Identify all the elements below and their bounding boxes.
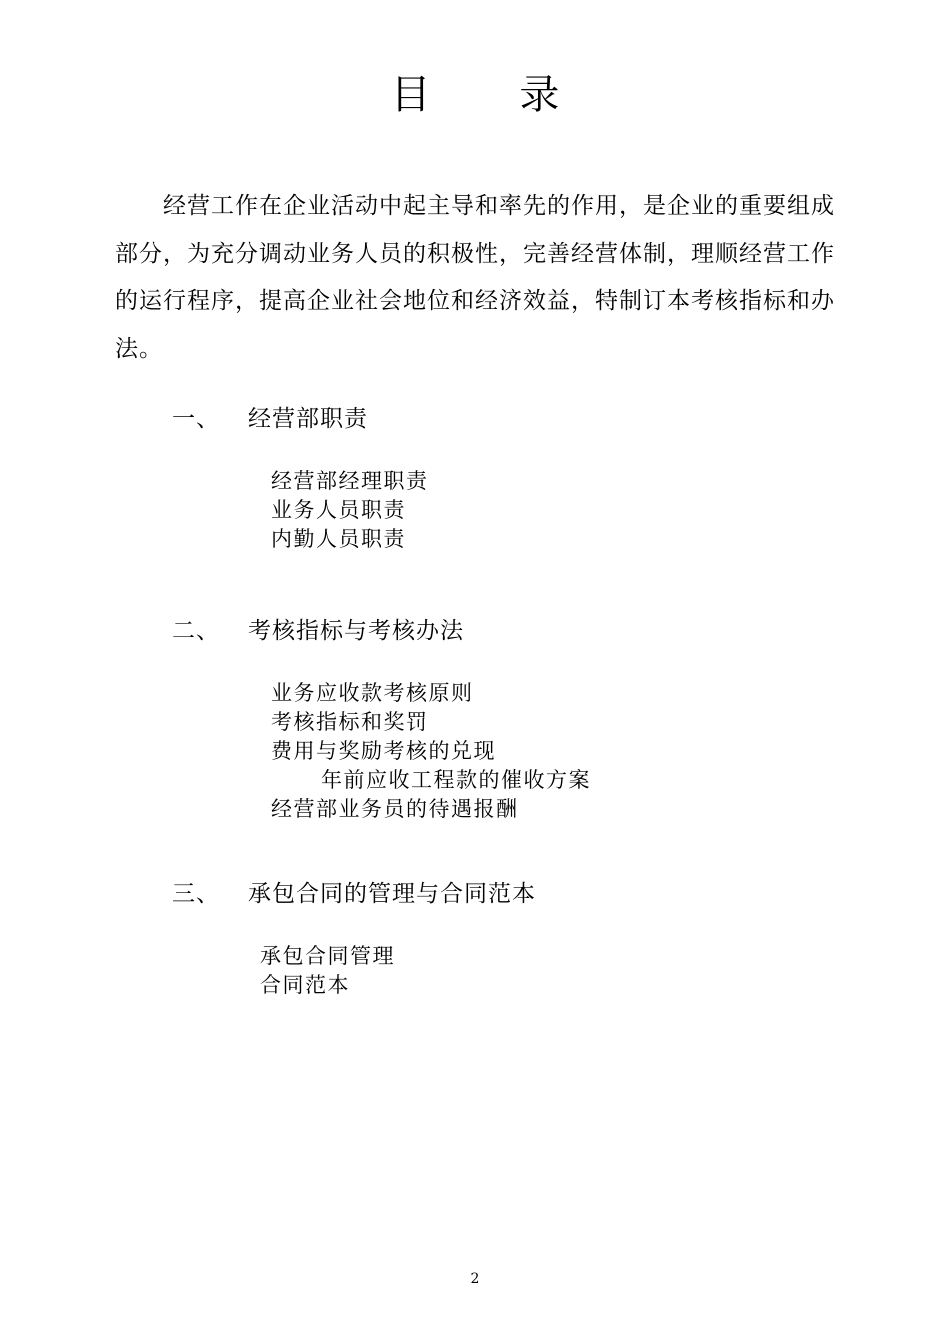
section-title: 承包合同的管理与合同范本 <box>248 881 536 907</box>
list-item: 合同范本 <box>260 973 350 997</box>
page-title: 目 录 <box>390 72 598 118</box>
list-item: 内勤人员职责 <box>271 527 406 551</box>
section-heading-2 <box>172 616 464 646</box>
list-item: 年前应收工程款的催收方案 <box>321 768 591 792</box>
section-heading-3 <box>172 879 536 909</box>
list-item: 业务应收款考核原则 <box>271 681 474 705</box>
section-title: 经营部职责 <box>248 406 368 432</box>
section-number: 一、 <box>172 406 220 432</box>
list-item: 经营部经理职责 <box>271 469 429 493</box>
page-number: 2 <box>470 1271 480 1287</box>
section-1-items <box>271 467 429 554</box>
section-heading-1 <box>172 404 368 434</box>
section-3-items <box>260 942 395 1000</box>
section-number: 三、 <box>172 881 220 907</box>
list-item: 费用与奖励考核的兑现 <box>271 739 496 763</box>
intro-paragraph: 经营工作在企业活动中起主导和率先的作用，是企业的重要组成部分，为充分调动业务人员的积极性，完善经营体制，理顺经营工作的运行程序，提高企业社会地位和经济效益，特制订本考核指标和办法。 <box>115 193 835 362</box>
section-2-items <box>271 679 591 824</box>
list-item: 经营部业务员的待遇报酬 <box>271 797 519 821</box>
section-title: 考核指标与考核办法 <box>248 618 464 644</box>
section-number: 二、 <box>172 618 220 644</box>
list-item: 承包合同管理 <box>260 944 395 968</box>
list-item: 考核指标和奖罚 <box>271 710 429 734</box>
list-item: 业务人员职责 <box>271 498 406 522</box>
